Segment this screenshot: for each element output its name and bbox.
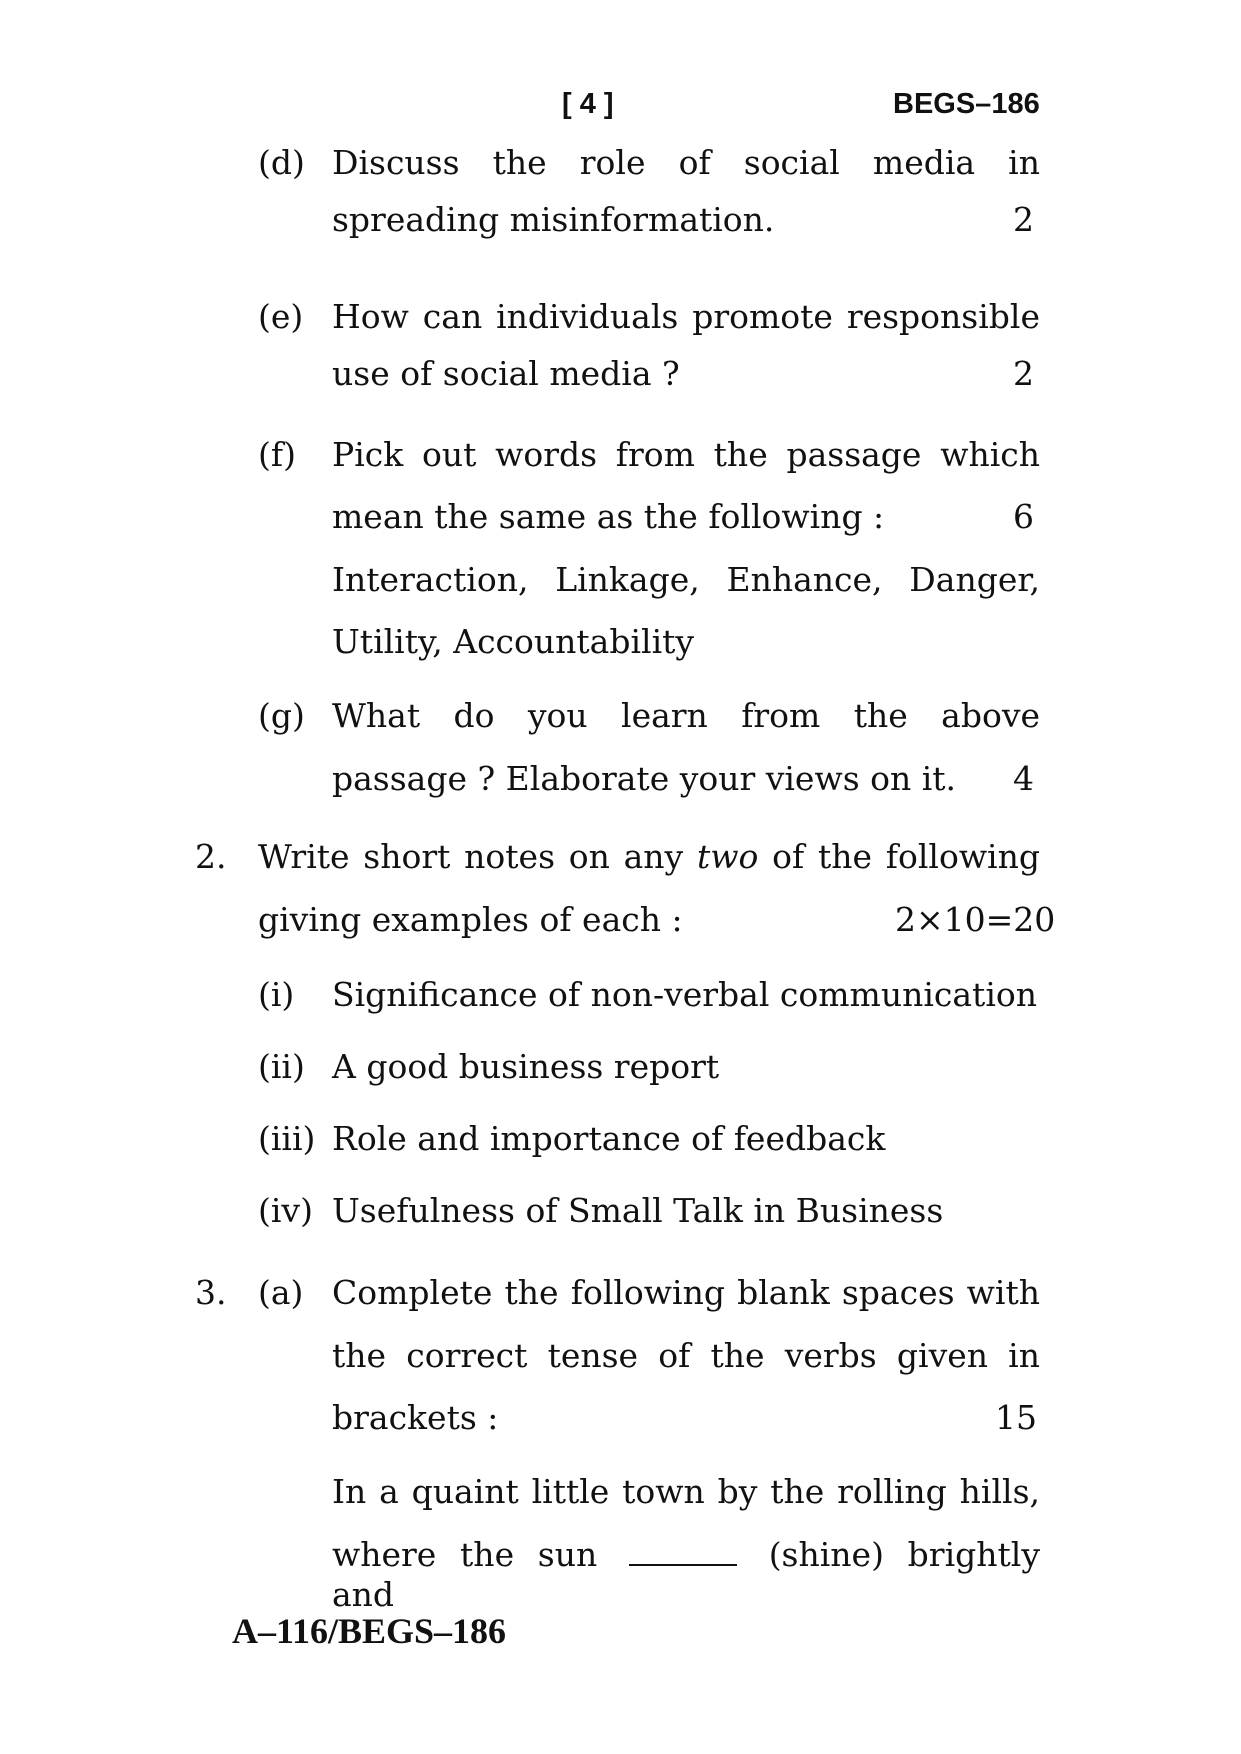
- q2-item-4-text: Usefulness of Small Talk in Business: [332, 1191, 944, 1230]
- question-2-line-2: giving examples of each :: [258, 900, 683, 939]
- subq-f-line-3: Interaction, Linkage, Enhance, Danger,: [332, 560, 1040, 599]
- question-2-line-1: Write short notes on any two of the following: [258, 837, 1040, 876]
- q2-item-2-text: A good business report: [332, 1047, 720, 1086]
- subq-d-marks: 2: [1013, 200, 1034, 239]
- subq-e-label: (e): [258, 297, 304, 336]
- subq-g-marks: 4: [1013, 759, 1034, 798]
- subq-f-line-2: mean the same as the following :: [332, 497, 885, 536]
- q2-item-1-label: (i): [258, 975, 295, 1014]
- subq-g-line-1: What do you learn from the above: [332, 696, 1040, 735]
- subq-d-line-1: Discuss the role of social media in: [332, 143, 1040, 182]
- passage-line-1: In a quaint little town by the rolling hills,: [332, 1472, 1040, 1511]
- subq-g-line-2: passage ? Elaborate your views on it.: [332, 759, 957, 798]
- subq-d-label: (d): [258, 143, 305, 182]
- subq-e-marks: 2: [1013, 354, 1034, 393]
- q2-item-3-label: (iii): [258, 1119, 316, 1158]
- passage-line-2: where the sun (shine) brightly and: [332, 1535, 1040, 1614]
- page-number: [ 4 ]: [562, 88, 614, 120]
- q2-item-4-label: (iv): [258, 1191, 313, 1230]
- q2-item-2-label: (ii): [258, 1047, 305, 1086]
- subq-e-line-1: How can individuals promote responsible: [332, 297, 1040, 336]
- fill-blank: [629, 1538, 737, 1566]
- subq-d-line-2: spreading misinformation.: [332, 200, 775, 239]
- subq-g-label: (g): [258, 696, 305, 735]
- q2-item-3-text: Role and importance of feedback: [332, 1119, 886, 1158]
- course-code: BEGS–186: [893, 88, 1040, 120]
- question-3a-line-3: brackets :: [332, 1398, 499, 1437]
- question-3a-label: (a): [258, 1273, 304, 1312]
- question-3a-line-1: Complete the following blank spaces with: [332, 1273, 1040, 1312]
- footer-code: A–116/BEGS–186: [232, 1611, 507, 1651]
- subq-f-marks: 6: [1013, 497, 1034, 536]
- subq-f-line-1: Pick out words from the passage which: [332, 435, 1040, 474]
- subq-e-line-2: use of social media ?: [332, 354, 680, 393]
- subq-f-line-4: Utility, Accountability: [332, 622, 695, 661]
- emphasis-two: two: [696, 837, 759, 876]
- subq-f-label: (f): [258, 435, 296, 474]
- question-2-number: 2.: [195, 837, 227, 876]
- q2-item-1-text: Significance of non-verbal communication: [332, 975, 1037, 1014]
- question-2-marks: 2×10=20: [895, 900, 1056, 939]
- question-3-number: 3.: [195, 1273, 227, 1312]
- question-3a-line-2: the correct tense of the verbs given in: [332, 1336, 1040, 1375]
- question-3a-marks: 15: [995, 1398, 1037, 1437]
